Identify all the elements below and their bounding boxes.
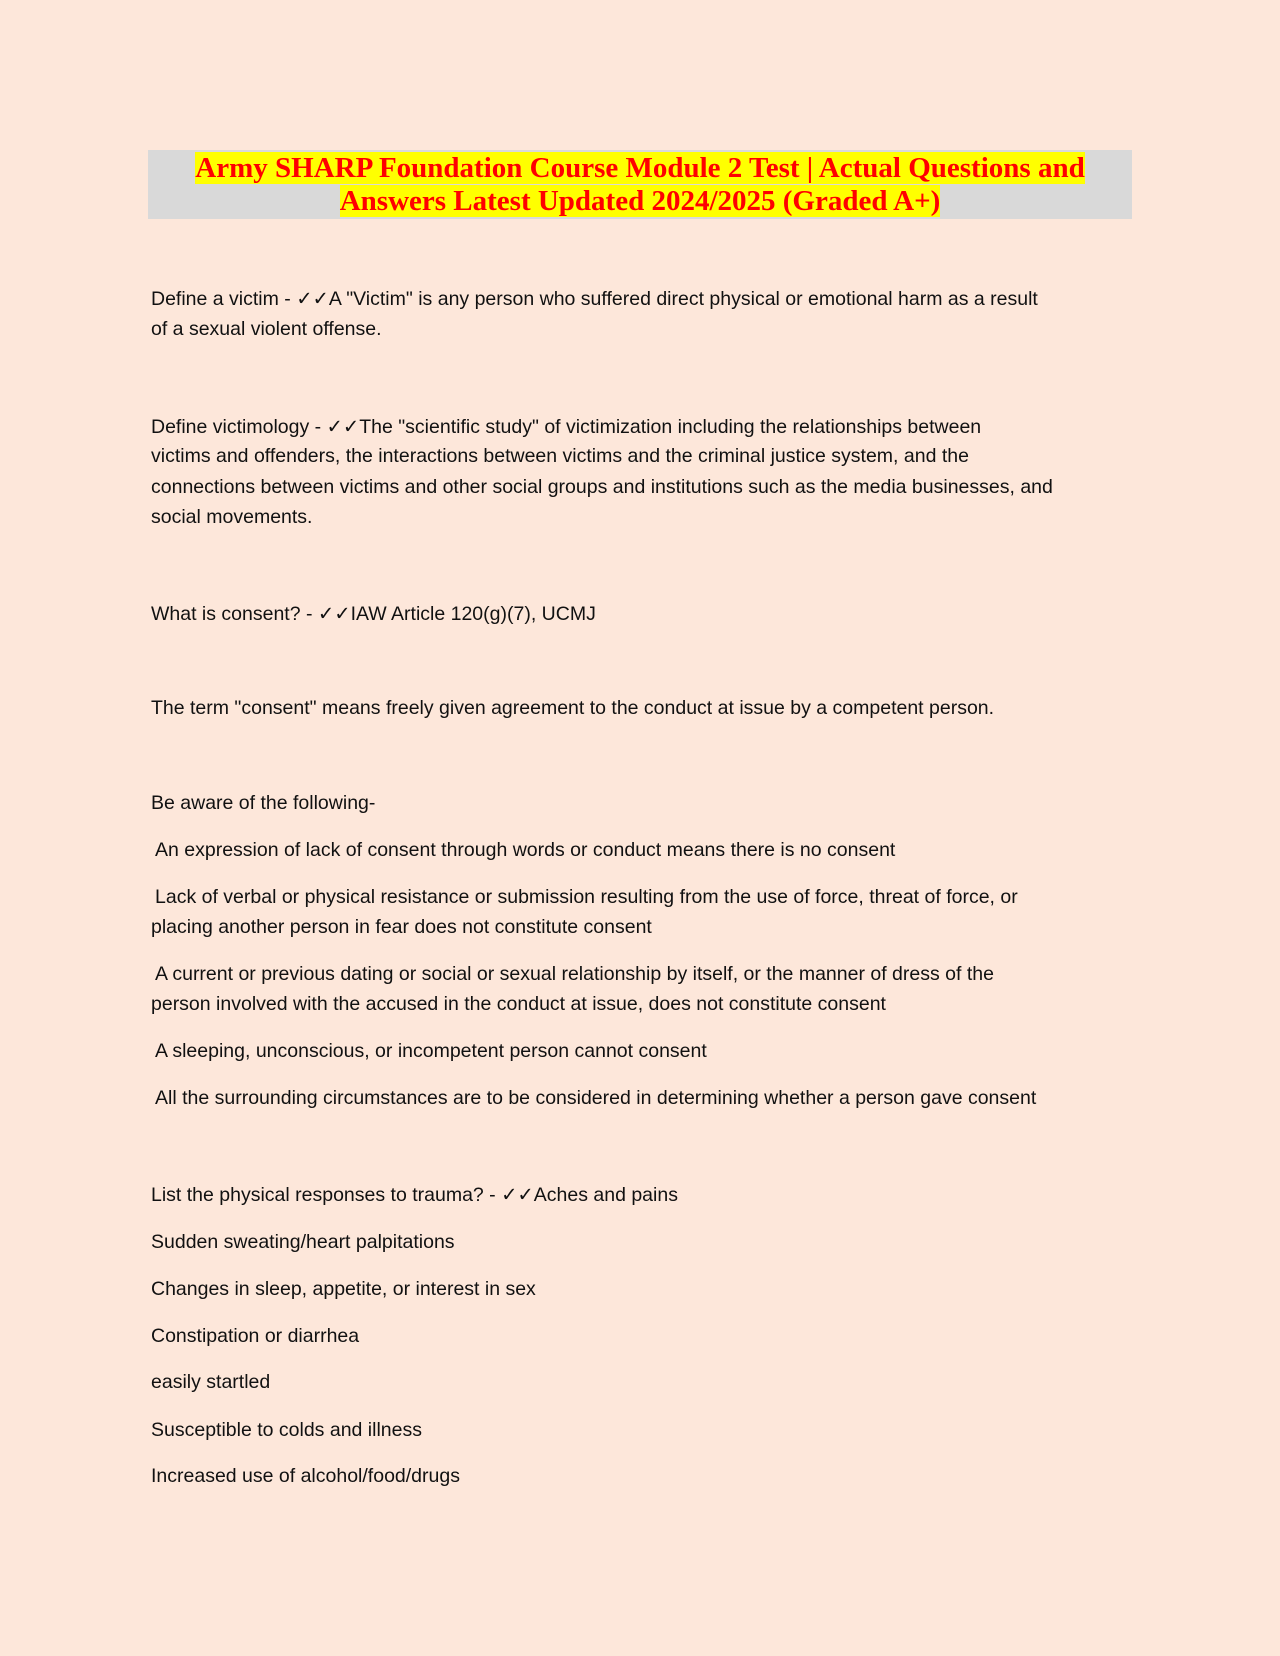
consent-point: Lack of verbal or physical resistance or submission resulting from the use of force, threat of force, or <box>155 886 1018 908</box>
qa-text-line: Be aware of the following- <box>151 792 376 814</box>
consent-point: A sleeping, unconscious, or incompetent person cannot consent <box>155 1040 707 1062</box>
consent-point: An expression of lack of consent through words or conduct means there is no consent <box>155 839 896 861</box>
consent-point: A current or previous dating or social or sexual relationship by itself, or the manner of dress of the <box>155 963 994 985</box>
document-title <box>148 150 1132 219</box>
qa-text-line: The term "consent" means freely given agreement to the conduct at issue by a competent person. <box>151 697 995 719</box>
trauma-response: Susceptible to colds and illness <box>151 1419 422 1441</box>
title-line-1: Army SHARP Foundation Course Module 2 Test | Actual Questions and <box>195 152 1085 184</box>
trauma-response: easily startled <box>151 1371 271 1393</box>
title-line-2: Answers Latest Updated 2024/2025 (Graded A+) <box>339 185 941 217</box>
qa-text-line: connections between victims and other social groups and institutions such as the media businesses, and <box>151 476 1053 498</box>
qa-text-line: List the physical responses to trauma? - ✓✓Aches and pains <box>151 1184 678 1206</box>
qa-text-line: What is consent? - ✓✓IAW Article 120(g)(7), UCMJ <box>151 603 596 625</box>
qa-text-line: Define a victim - ✓✓A "Victim" is any person who suffered direct physical or emotional harm as a result <box>151 288 1038 310</box>
trauma-response: Constipation or diarrhea <box>151 1325 360 1347</box>
consent-point: person involved with the accused in the conduct at issue, does not constitute consent <box>151 993 886 1015</box>
consent-point: All the surrounding circumstances are to be considered in determining whether a person gave consent <box>155 1087 1037 1109</box>
qa-text-line: social movements. <box>151 506 313 528</box>
qa-text-line: victims and offenders, the interactions between victims and the criminal justice system, and the <box>151 445 969 467</box>
trauma-response: Increased use of alcohol/food/drugs <box>151 1465 460 1487</box>
qa-text-line: of a sexual violent offense. <box>151 318 382 340</box>
trauma-response: Sudden sweating/heart palpitations <box>151 1231 455 1253</box>
trauma-response: Changes in sleep, appetite, or interest in sex <box>151 1278 536 1300</box>
consent-point: placing another person in fear does not constitute consent <box>151 916 652 938</box>
qa-text-line: Define victimology - ✓✓The "scientific study" of victimization including the relationships between <box>151 416 982 438</box>
